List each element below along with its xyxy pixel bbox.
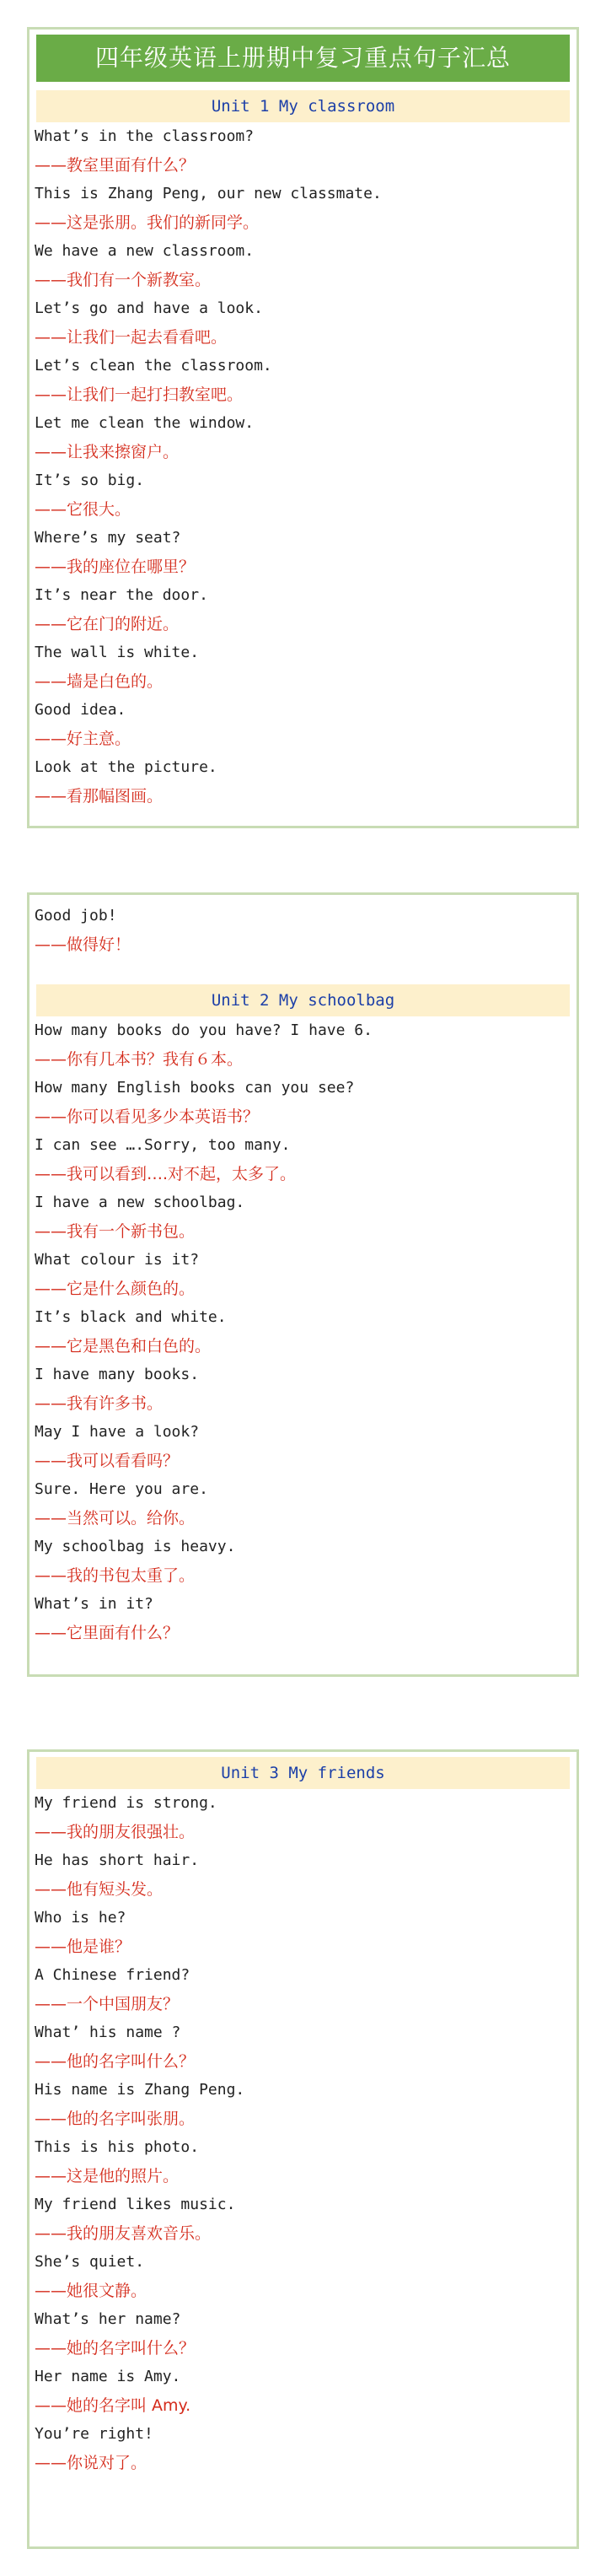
page-card-3 — [27, 1749, 579, 2549]
sentence-zh: ——你可以看见多少本英语书？ — [35, 1107, 260, 1126]
unit-1-header: Unit 1 My classroom — [36, 90, 570, 122]
sentence-en: She’s quiet. — [35, 2253, 145, 2271]
sentence-zh: ——它是黑色和白色的。 — [35, 1337, 212, 1355]
sentence-en: This is Zhang Peng, our new classmate. — [35, 185, 382, 202]
sentence-en: My friend is strong. — [35, 1794, 217, 1812]
sentence-zh: ——教室里面有什么？ — [35, 156, 196, 175]
sentence-zh: ——他的名字叫什么？ — [35, 2052, 196, 2071]
sentence-zh: ——我的书包太重了。 — [35, 1566, 196, 1585]
sentence-zh: ——墙是白色的。 — [35, 672, 164, 691]
sentence-zh: ——我的朋友很强壮。 — [35, 1823, 196, 1841]
section-spacer — [29, 959, 577, 984]
unit-3-sentences — [29, 1789, 577, 2477]
sentence-en: I can see ….Sorry, too many. — [35, 1136, 291, 1154]
sentence-en: How many English books can you see? — [35, 1079, 355, 1097]
sentence-en: Let me clean the window. — [35, 414, 255, 432]
sentence-zh: ——它里面有什么？ — [35, 1624, 180, 1642]
unit-1-sentences — [29, 122, 577, 811]
sentence-zh: ——她很文静。 — [35, 2282, 147, 2300]
page-card-1 — [27, 27, 579, 828]
sentence-zh: ——做得好！ — [35, 935, 131, 954]
sentence-zh: ——我有许多书。 — [35, 1394, 164, 1413]
sentence-en: I have many books. — [35, 1366, 200, 1383]
sentence-zh: ——这是他的照片。 — [35, 2167, 180, 2185]
sentence-en: My friend likes music. — [35, 2196, 236, 2213]
sentence-en: It’s near the door. — [35, 586, 208, 604]
sentence-zh: ——我的座位在哪里？ — [35, 558, 196, 576]
sentence-zh: ——我有一个新书包。 — [35, 1222, 196, 1241]
sentence-zh: ——看那幅图画。 — [35, 787, 164, 806]
sentence-zh: ——他有短头发。 — [35, 1880, 164, 1899]
sentence-en: Sure. Here you are. — [35, 1480, 208, 1498]
sentence-en: Where’s my seat? — [35, 529, 181, 547]
sentence-en: The wall is white. — [35, 644, 200, 661]
sentence-en: He has short hair. — [35, 1851, 200, 1869]
sentence-zh: ——这是张朋。我们的新同学。 — [35, 213, 260, 232]
sentence-en: What’ his name ? — [35, 2024, 181, 2041]
sentence-zh: ——让我们一起打扫教室吧。 — [35, 385, 244, 404]
page-card-2 — [27, 892, 579, 1677]
sentence-zh: ——他的名字叫张朋。 — [35, 2110, 196, 2128]
sentence-en: Good job! — [35, 907, 117, 924]
sentence-zh: ——它很大。 — [35, 500, 131, 519]
sentence-zh: ——她的名字叫 Amy. — [35, 2396, 191, 2415]
sentence-zh: ——你有几本书？我有６本。 — [35, 1050, 244, 1069]
sentence-en: It’s black and white. — [35, 1308, 227, 1326]
sentence-en: You’re right! — [35, 2425, 153, 2443]
sentence-zh: ——我可以看到….对不起，太多了。 — [35, 1165, 297, 1183]
sentence-en: Let’s go and have a look. — [35, 299, 263, 317]
sentence-zh: ——好主意。 — [35, 730, 131, 748]
sentence-zh: ——他是谁？ — [35, 1937, 131, 1956]
sentence-en: My schoolbag is heavy. — [35, 1538, 236, 1555]
sentence-en: I have a new schoolbag. — [35, 1194, 245, 1211]
sentence-en: His name is Zhang Peng. — [35, 2081, 245, 2099]
page-title: 四年级英语上册期中复习重点句子汇总 — [36, 35, 570, 82]
sentence-zh: ——你说对了。 — [35, 2454, 147, 2472]
sentence-en: A Chinese friend? — [35, 1966, 190, 1984]
sentence-en: Good idea. — [35, 701, 126, 719]
sentence-en: What’s her name? — [35, 2310, 181, 2328]
sentence-en: Her name is Amy. — [35, 2368, 181, 2385]
sentence-zh: ——它在门的附近。 — [35, 615, 180, 633]
sentence-en: What’s in it? — [35, 1595, 153, 1613]
sentence-en: Who is he? — [35, 1909, 126, 1927]
sentence-en: How many books do you have? I have 6. — [35, 1021, 373, 1039]
sentence-en: What’s in the classroom? — [35, 127, 255, 145]
unit-3-header: Unit 3 My friends — [36, 1757, 570, 1789]
unit-2-header: Unit 2 My schoolbag — [36, 984, 570, 1016]
sentence-zh: ——当然可以。给你。 — [35, 1509, 196, 1528]
sentence-zh: ——让我来擦窗户。 — [35, 443, 180, 461]
sentence-en: May I have a look? — [35, 1423, 200, 1441]
sentence-zh: ——她的名字叫什么？ — [35, 2339, 196, 2358]
sentence-zh: ——让我们一起去看看吧。 — [35, 328, 228, 347]
sentence-en: Look at the picture. — [35, 758, 217, 776]
unit-2-sentences — [29, 1016, 577, 1647]
sentence-zh: ——我可以看看吗？ — [35, 1452, 180, 1470]
unit-1-sentences-continued — [29, 902, 577, 959]
sentence-en: What colour is it? — [35, 1251, 200, 1269]
sentence-en: This is his photo. — [35, 2138, 200, 2156]
sentence-en: Let’s clean the classroom. — [35, 357, 272, 375]
sentence-en: We have a new classroom. — [35, 242, 255, 260]
sentence-zh: ——它是什么颜色的。 — [35, 1280, 196, 1298]
sentence-zh: ——我们有一个新教室。 — [35, 271, 212, 289]
sentence-en: It’s so big. — [35, 472, 145, 489]
sentence-zh: ——一个中国朋友？ — [35, 1995, 180, 2013]
sentence-zh: ——我的朋友喜欢音乐。 — [35, 2224, 212, 2243]
